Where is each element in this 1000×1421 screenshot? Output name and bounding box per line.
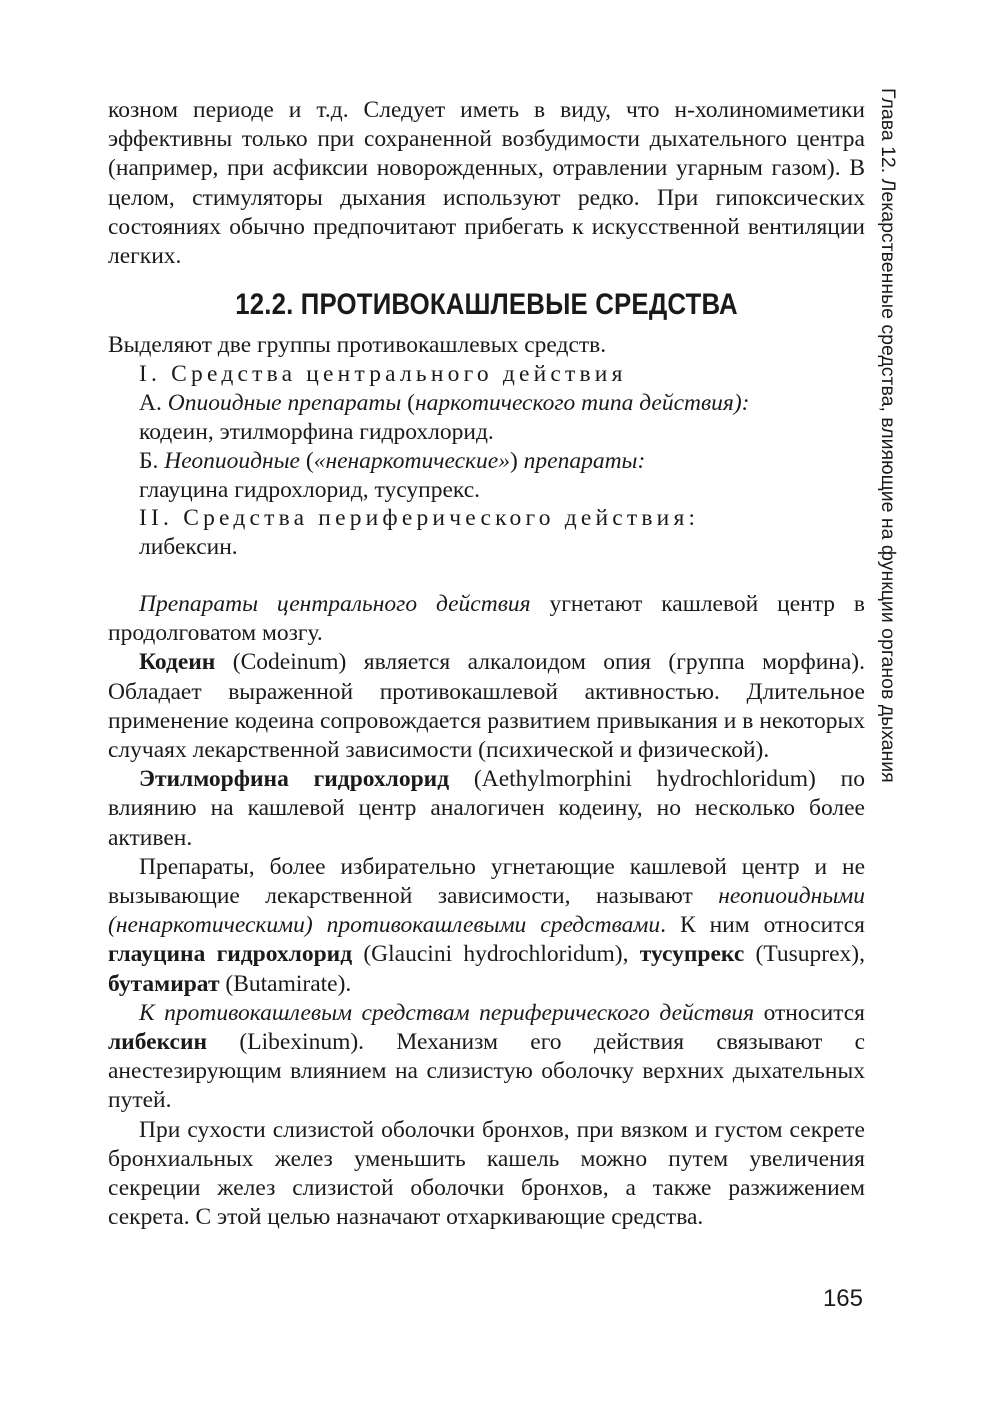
groups-intro: Выделяют две группы противокашлевых средств. — [108, 332, 607, 359]
main-text-column — [108, 96, 865, 1232]
group2-drugs: либексин. — [139, 534, 238, 561]
p2-rest: (Codeinum) является алкалоидом опия (группа морфина). Обладает выраженной противокашлевой активностью. Длительное применение кодеина сопровождается развитием привыкания и в некоторых случаях лекарственной зависимости (психической и физической). — [108, 649, 865, 764]
subgroup-b — [108, 447, 865, 476]
subgroup-b-italic1: Неопиоидные — [164, 447, 300, 474]
subgroup-a — [108, 389, 865, 418]
p5-italic: К противокашлевым средствам периферического действия — [139, 999, 755, 1026]
subgroup-b-italic3: препараты: — [523, 447, 646, 474]
paragraph-expectorants: При сухости слизистой оболочки бронхов, при вязком и густом секрете бронхиальных желез уменьшить кашель можно путем увеличения секреции желез слизистой оболочки бронхов, а также разжижением секрета. С этой целью назначают отхаркивающие средства. — [108, 1116, 865, 1231]
p4-start: Препараты, более избирательно угнетающие кашлевой центр и не вызывающие лекарственной зависимости, называют — [108, 853, 865, 910]
classification-list — [108, 360, 865, 562]
p4-bold3: бутамират — [108, 970, 220, 997]
intro-paragraph: козном периоде и т.д. Следует иметь в виду, что н-холиномиметики эффективны только при сохраненной возбудимости дыхательного центра (например, при асфиксии новорожденных, отравлении угарным газом). В целом, стимуляторы дыхания используют редко. При гипоксических состояниях обычно предпочитают прибегать к искусственной вентиляции легких. — [108, 97, 865, 270]
p5-mid: относится — [754, 999, 865, 1026]
paragraph-central-action — [108, 590, 865, 648]
p1-italic: Препараты центрального действия — [139, 591, 531, 617]
p4-mid2: (Glaucini hydrochloridum), — [352, 941, 640, 968]
section-heading: 12.2. ПРОТИВОКАШЛЕВЫЕ СРЕДСТВА — [235, 288, 738, 322]
p4-mid1: . К ним относится — [660, 912, 865, 939]
subgroup-b-paren-close: ) — [509, 447, 524, 474]
paragraph-ethylmorphine — [108, 765, 865, 853]
p3-rest: (Aethylmorphini hydrochloridum) по влиянию на кашлевой центр аналогичен кодеину, но несколько более активен. — [108, 766, 865, 851]
p4-bold2: тусупрекс — [639, 941, 745, 968]
p5-bold: либексин — [108, 1029, 208, 1056]
p4-mid3: (Tusuprex), — [744, 941, 865, 968]
running-head-text: Глава 12. Лекарственные средства, влияющие на функции органов дыхания — [877, 88, 899, 783]
subgroup-b-prefix: Б. — [139, 447, 165, 474]
p5-rest: (Libexinum). Механизм его действия связывают с анестезирующим влиянием на слизистую оболочку верхних дыхательных путей. — [108, 1029, 865, 1114]
group1-title: I. Средства центрального действия — [139, 361, 627, 388]
subgroup-b-drugs: глауцина гидрохлорид, тусупрекс. — [139, 476, 481, 503]
p1-rest: угнетают кашлевой центр в продолговатом мозгу. — [108, 591, 865, 647]
subgroup-a-italic2: наркотического типа действия): — [415, 390, 750, 417]
p4-end: (Butamirate). — [219, 970, 352, 997]
page-number: 165 — [822, 1285, 863, 1312]
paragraph-codeine — [108, 648, 865, 765]
paragraph-non-opioid — [108, 853, 865, 999]
p4-bold1: глауцина гидрохлорид — [108, 941, 353, 968]
p4-italic: неопиоидными (ненаркотическими) противокашлевыми средствами — [108, 883, 865, 939]
subgroup-a-paren: ( — [401, 390, 415, 417]
subgroup-b-paren-open: ( — [299, 447, 314, 474]
subgroup-a-prefix: А. — [139, 390, 168, 417]
group2-title: II. Средства периферического действия: — [139, 505, 700, 532]
subgroup-a-italic1: Опиоидные препараты — [167, 390, 402, 417]
spacer — [108, 562, 865, 590]
subgroup-b-italic2: «ненаркотические» — [313, 447, 510, 474]
running-head — [870, 88, 906, 828]
subgroup-a-drugs: кодеин, этилморфина гидрохлорид. — [139, 419, 494, 446]
p3-bold: Этилморфина гидрохлорид — [139, 766, 450, 793]
paragraph-peripheral — [108, 999, 865, 1116]
p2-bold: Кодеин — [139, 649, 216, 676]
